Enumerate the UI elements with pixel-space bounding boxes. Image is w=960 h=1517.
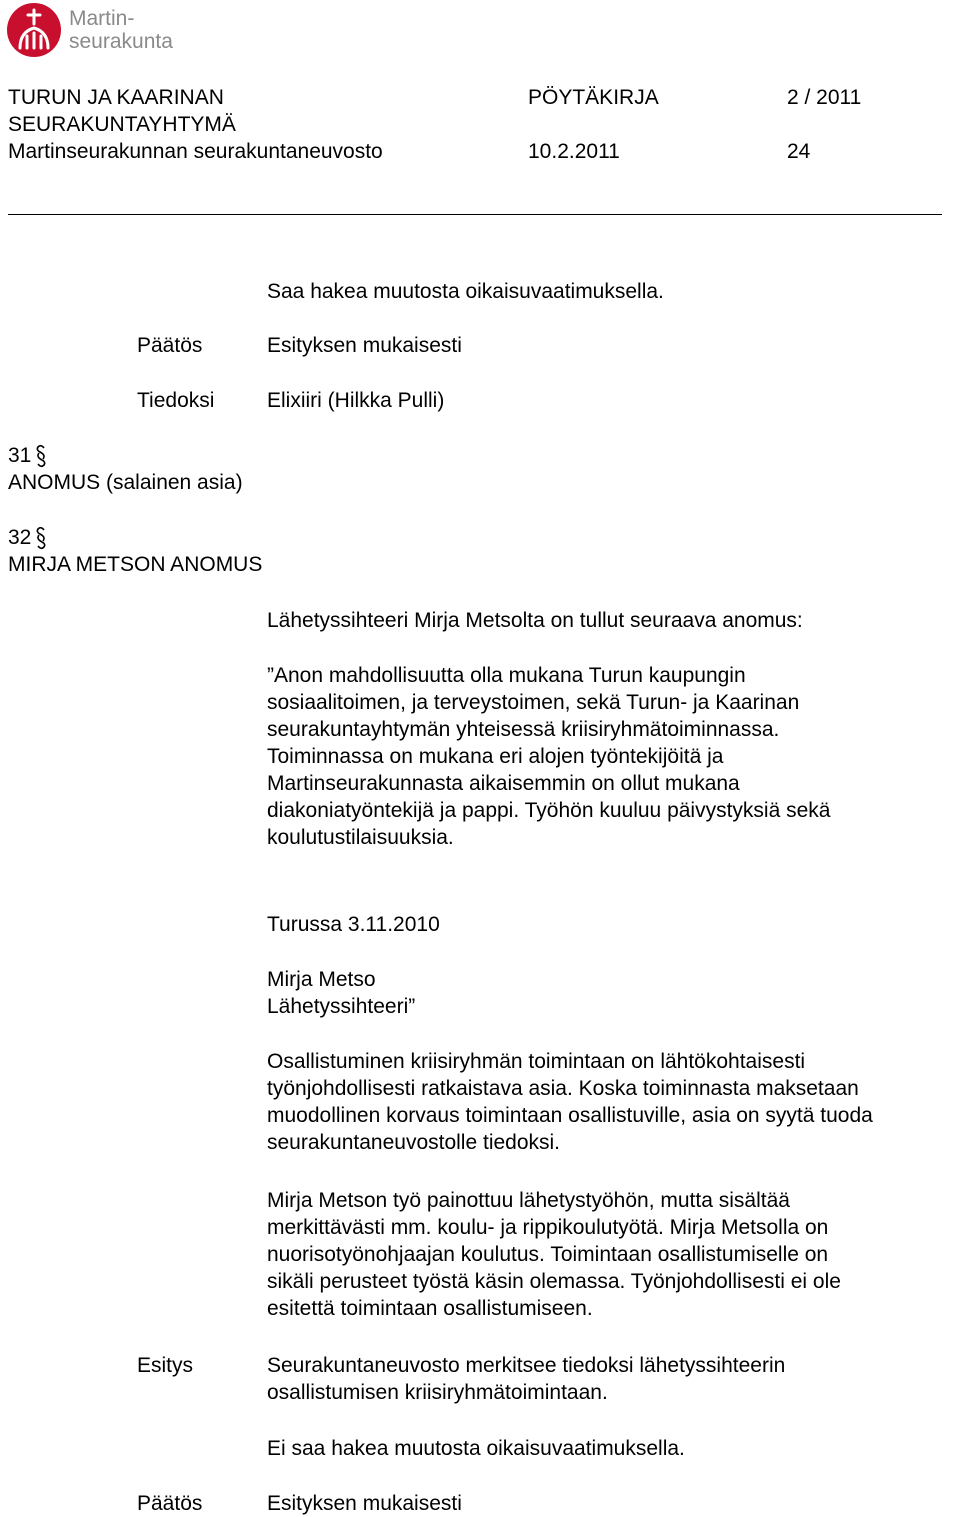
appeal-note: Ei saa hakea muutosta oikaisuvaatimuksella. [267,1437,685,1460]
paragraph-line: muodollinen korvaus toimintaan osallistuville, asia on syytä tuoda [267,1104,873,1127]
paragraph-line: merkittävästi mm. koulu- ja rippikoulutyötä. Mirja Metsolla on [267,1216,829,1239]
church-cross-icon [6,2,62,58]
prev-info-value: Elixiiri (Hilkka Pulli) [267,389,445,412]
letter-line: koulutustilaisuuksia. [267,826,454,849]
prev-appeal-note: Saa hakea muutosta oikaisuvaatimuksella. [267,280,664,303]
prev-info-label: Tiedoksi [137,389,215,412]
item-32-number: 32 [8,526,32,549]
header-divider [8,214,942,215]
letter-line: diakoniatyöntekijä ja pappi. Työhön kuuluu päivystyksiä sekä [267,799,831,822]
page-number: 24 [787,140,811,163]
signer-name: Mirja Metso [267,968,376,991]
application-letter [267,662,957,851]
logo-line-2: seurakunta [69,30,173,53]
paragraph-line: Mirja Metson työ painottuu lähetystyöhön, mutta sisältää [267,1189,790,1212]
item-32-number-row [8,524,47,551]
paragraph-line: Osallistuminen kriisiryhmän toimintaan on lähtökohtaisesti [267,1050,806,1073]
logo-line-1: Martin- [69,7,135,30]
section-sign-icon [35,444,47,468]
org-name-line-3: Martinseurakunnan seurakuntaneuvosto [8,140,383,163]
background-paragraph-1 [267,1048,957,1156]
letter-line: seurakuntayhtymän yhteisessä kriisiryhmätoiminnassa. [267,718,780,741]
letter-line: Toiminnassa on mukana eri alojen työntekijöitä ja [267,745,724,768]
proposal-text [267,1352,957,1406]
org-name-line-1: TURUN JA KAARINAN [8,86,224,109]
decision-label: Päätös [137,1492,203,1515]
decision-value: Esityksen mukaisesti [267,1492,462,1515]
background-paragraph-2 [267,1187,957,1322]
martinseurakunta-logo [6,2,206,58]
doc-type: PÖYTÄKIRJA [528,86,659,109]
application-intro: Lähetyssihteeri Mirja Metsolta on tullut seuraava anomus: [267,609,803,632]
item-31-number: 31 [8,444,32,467]
place-date: Turussa 3.11.2010 [267,913,440,936]
proposal-line: Seurakuntaneuvosto merkitsee tiedoksi lähetyssihteerin [267,1354,786,1377]
signer-title: Lähetyssihteeri” [267,995,416,1018]
prev-decision-value: Esityksen mukaisesti [267,334,462,357]
letter-line: sosiaalitoimen, ja terveystoimen, sekä Turun- ja Kaarinan [267,691,800,714]
paragraph-line: työnjohdollisesti ratkaistava asia. Koska toiminnasta maksetaan [267,1077,859,1100]
paragraph-line: nuorisotyönohjaajan koulutus. Toimintaan osallistumiselle on [267,1243,829,1266]
meeting-date: 10.2.2011 [528,140,620,163]
paragraph-line: sikäli perusteet työstä käsin olemassa. Työnjohdollisesti ei ole [267,1270,841,1293]
letter-line: ”Anon mahdollisuutta olla mukana Turun kaupungin [267,664,746,687]
item-32-title: MIRJA METSON ANOMUS [8,553,263,576]
letter-line: Martinseurakunnasta aikaisemmin on ollut mukana [267,772,740,795]
prev-decision-label: Päätös [137,334,203,357]
paragraph-line: esitettä toimintaan osallistumiseen. [267,1297,593,1320]
section-sign-icon [35,526,47,550]
proposal-label: Esitys [137,1354,194,1377]
proposal-line: osallistumisen kriisiryhmätoimintaan. [267,1381,608,1404]
item-31-title: ANOMUS (salainen asia) [8,471,243,494]
item-31-number-row [8,442,47,469]
paragraph-line: seurakuntaneuvostolle tiedoksi. [267,1131,561,1154]
doc-number: 2 / 2011 [787,86,862,109]
org-name-line-2: SEURAKUNTAYHTYMÄ [8,113,236,136]
